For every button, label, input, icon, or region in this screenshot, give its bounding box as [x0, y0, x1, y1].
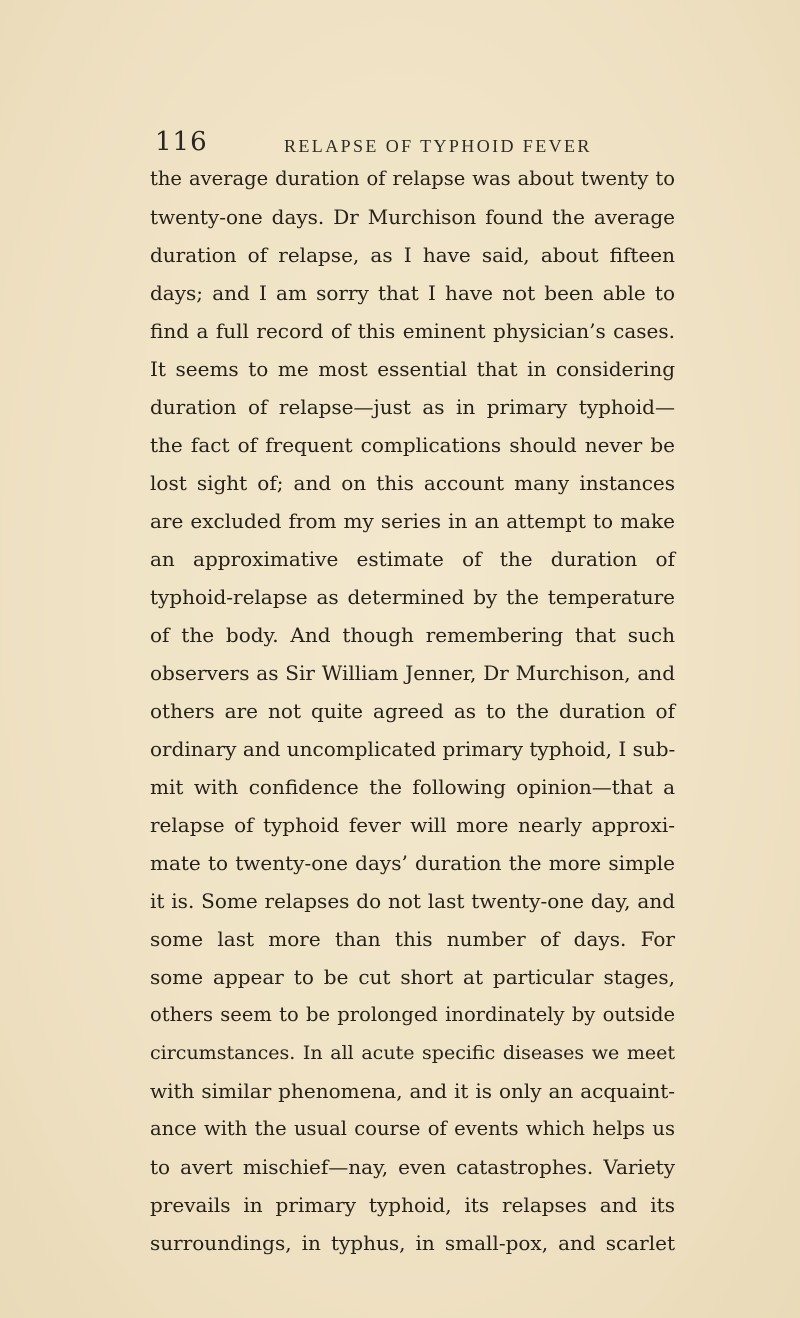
- text-line: relapse of typhoid fever will more nearly approxi-: [150, 813, 675, 837]
- text-line: with similar phenomena, and it is only an acquaint-: [150, 1079, 675, 1103]
- text-line: the average duration of relapse was about twenty to: [150, 167, 675, 190]
- text-line: are excluded from my series in an attempt to make: [150, 509, 675, 533]
- text-line: of the body. And though remembering that such: [150, 623, 675, 647]
- text-line: prevails in primary typhoid, its relapses and its: [150, 1193, 675, 1217]
- text-line: the fact of frequent complications should never be: [150, 433, 675, 457]
- text-line: lost sight of; and on this account many instances: [150, 471, 675, 495]
- text-line: some appear to be cut short at particular stages,: [150, 965, 675, 989]
- text-line: duration of relapse, as I have said, about fifteen: [150, 243, 675, 267]
- text-line: twenty-one days. Dr Murchison found the average: [150, 205, 675, 229]
- text-line: to avert mischief—nay, even catastrophes. Variety: [150, 1155, 675, 1179]
- text-line: days; and I am sorry that I have not been able to: [150, 281, 675, 305]
- text-line: duration of relapse—just as in primary typhoid—: [150, 395, 675, 419]
- text-line: some last more than this number of days. For: [150, 927, 675, 951]
- body-text: [150, 160, 675, 1262]
- text-line: observers as Sir William Jenner, Dr Murchison, and: [150, 661, 675, 685]
- text-line: others are not quite agreed as to the duration of: [150, 699, 675, 723]
- text-line: ance with the usual course of events which helps us: [150, 1117, 675, 1140]
- text-line: circumstances. In all acute specific diseases we meet: [150, 1042, 675, 1064]
- text-line: typhoid-relapse as determined by the temperature: [150, 585, 675, 609]
- page-number: 116: [155, 127, 208, 157]
- text-line: it is. Some relapses do not last twenty-one day, and: [150, 889, 675, 913]
- text-line: mit with confidence the following opinion—that a: [150, 775, 675, 799]
- text-line: others seem to be prolonged inordinately by outside: [150, 1003, 675, 1026]
- text-line: mate to twenty-one days’ duration the more simple: [150, 851, 675, 875]
- running-head: RELAPSE OF TYPHOID FEVER: [284, 136, 592, 156]
- text-line: ordinary and uncomplicated primary typhoid, I sub-: [150, 737, 676, 761]
- text-line: an approximative estimate of the duration of: [150, 547, 675, 571]
- text-line: surroundings, in typhus, in small-pox, and scarlet: [150, 1231, 675, 1255]
- text-line: It seems to me most essential that in considering: [150, 357, 675, 381]
- text-line: find a full record of this eminent physician’s cases.: [150, 319, 675, 343]
